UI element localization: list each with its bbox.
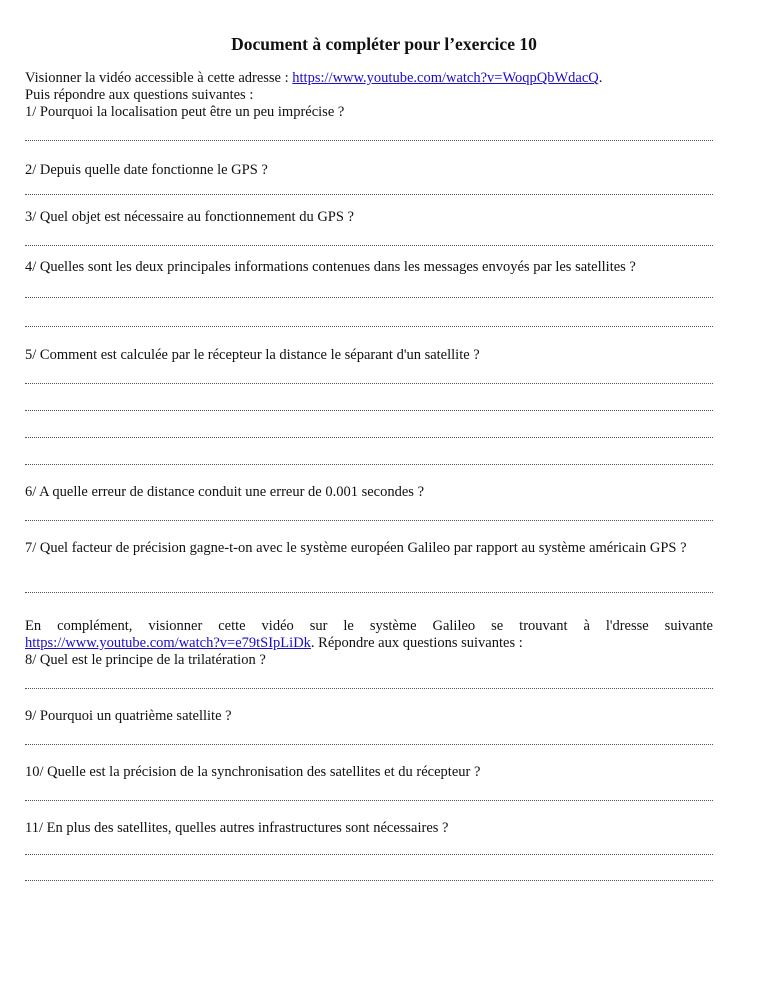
answer-line[interactable] — [25, 326, 713, 327]
answer-line[interactable] — [25, 140, 713, 141]
answer-line[interactable] — [25, 800, 713, 801]
answer-line[interactable] — [25, 194, 713, 195]
answer-line[interactable] — [25, 854, 713, 855]
video-link-2[interactable]: https://www.youtube.com/watch?v=e79tSIpLiDk — [25, 635, 311, 651]
intro-punct: . — [598, 70, 603, 86]
question-10: 10/ Quelle est la précision de la synchronisation des satellites et du récepteur ? — [25, 764, 481, 780]
answer-line[interactable] — [25, 592, 713, 593]
complement-paragraph — [25, 618, 713, 652]
question-5: 5/ Comment est calculée par le récepteur la distance le séparant d'un satellite ? — [25, 347, 480, 363]
answer-line[interactable] — [25, 744, 713, 745]
question-8: 8/ Quel est le principe de la trilatération ? — [25, 652, 266, 668]
answer-line[interactable] — [25, 245, 713, 246]
answer-line[interactable] — [25, 520, 713, 521]
answer-line[interactable] — [25, 410, 713, 411]
answer-line[interactable] — [25, 464, 713, 465]
answer-line[interactable] — [25, 437, 713, 438]
question-11: 11/ En plus des satellites, quelles autres infrastructures sont nécessaires ? — [25, 820, 449, 836]
intro-instruction: Puis répondre aux questions suivantes : — [25, 87, 254, 103]
question-2: 2/ Depuis quelle date fonctionne le GPS ? — [25, 162, 268, 178]
question-1: 1/ Pourquoi la localisation peut être un peu imprécise ? — [25, 104, 345, 120]
intro-text: Visionner la vidéo accessible à cette adresse : — [25, 70, 293, 86]
intro-line — [25, 70, 602, 87]
question-7: 7/ Quel facteur de précision gagne-t-on avec le système européen Galileo par rapport au système américain GPS ? — [25, 540, 687, 556]
question-6: 6/ A quelle erreur de distance conduit une erreur de 0.001 secondes ? — [25, 484, 425, 500]
complement-text: En complément, visionner cette vidéo sur le système Galileo se trouvant à l'dresse suivante — [25, 618, 713, 634]
question-4: 4/ Quelles sont les deux principales informations contenues dans les messages envoyés par les satellites ? — [25, 259, 636, 275]
question-9: 9/ Pourquoi un quatrième satellite ? — [25, 708, 232, 724]
question-3: 3/ Quel objet est nécessaire au fonctionnement du GPS ? — [25, 209, 354, 225]
page-title: Document à compléter pour l’exercice 10 — [231, 34, 537, 54]
answer-line[interactable] — [25, 297, 713, 298]
answer-line[interactable] — [25, 383, 713, 384]
complement-instruction: . Répondre aux questions suivantes : — [310, 635, 523, 651]
answer-line[interactable] — [25, 880, 713, 881]
video-link-1[interactable]: https://www.youtube.com/watch?v=WoqpQbWdacQ — [292, 70, 599, 86]
answer-line[interactable] — [25, 688, 713, 689]
